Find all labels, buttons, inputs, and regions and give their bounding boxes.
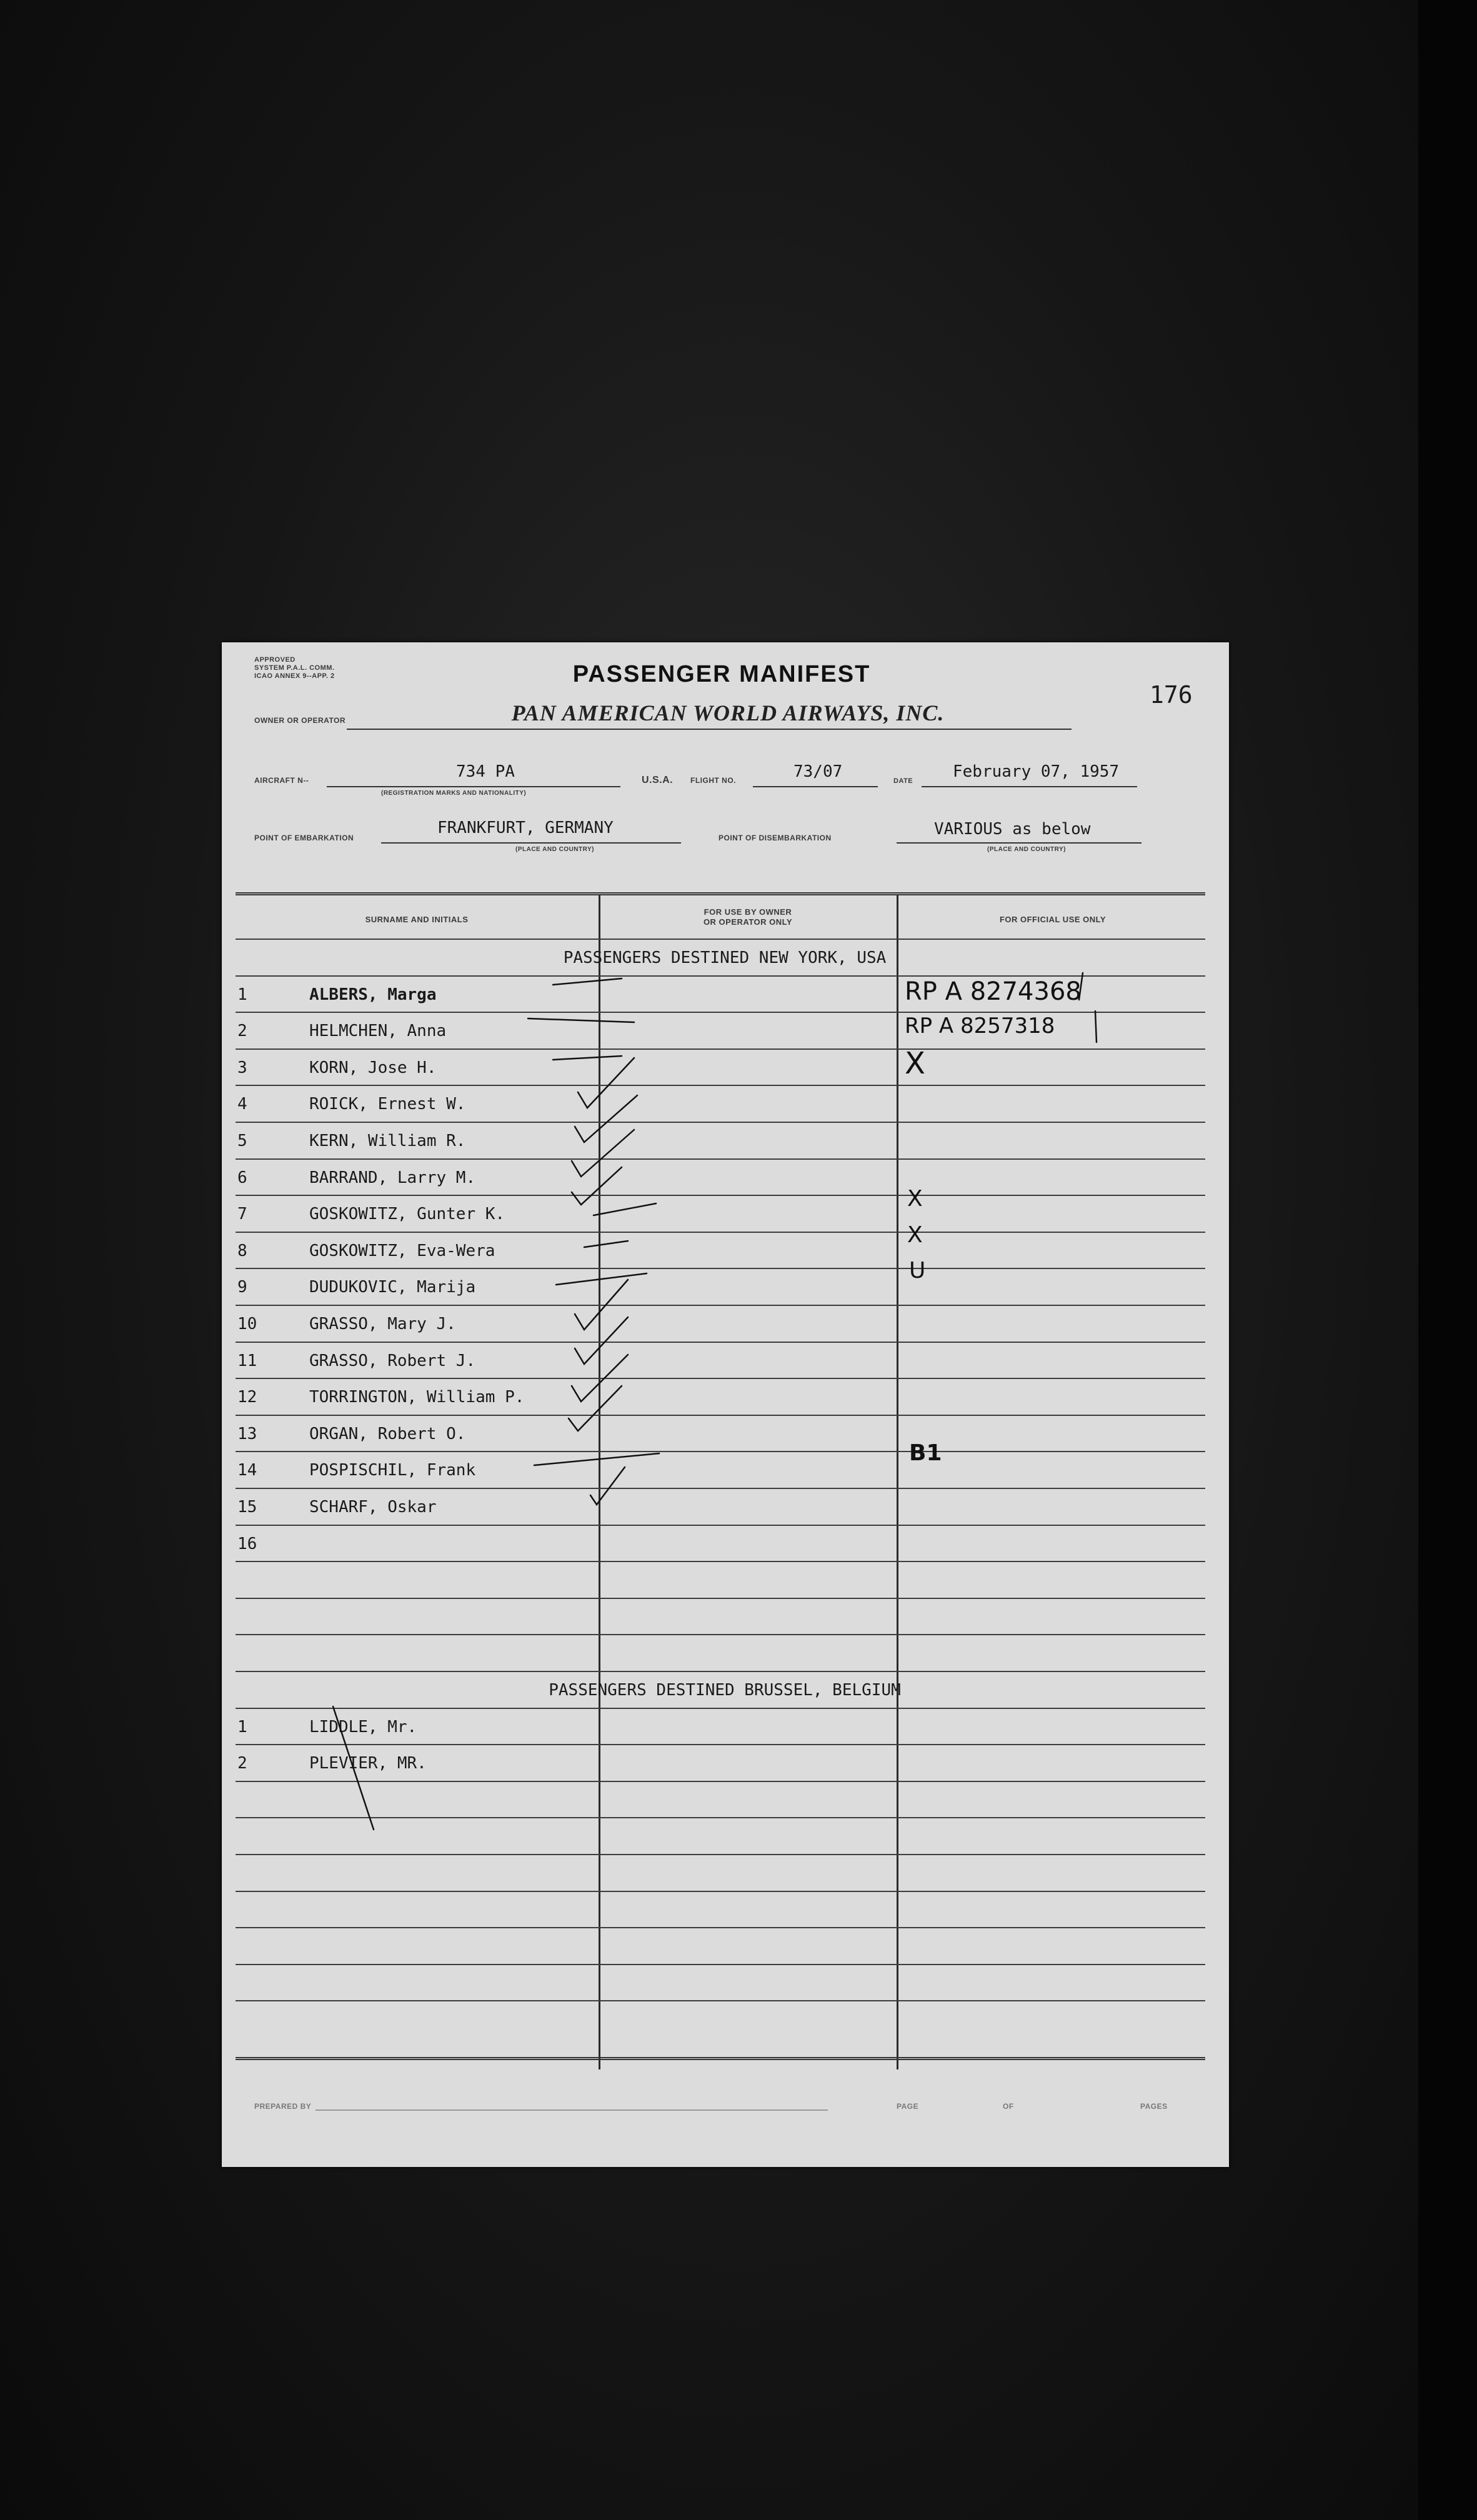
row-number: 8 — [237, 1241, 247, 1260]
official-entry: X — [907, 1222, 923, 1248]
embark-value: FRANKFURT, GERMANY — [437, 819, 614, 837]
passenger-name: GRASSO, Mary J. — [309, 1315, 456, 1333]
owner-label: OWNER OR OPERATOR — [254, 716, 346, 725]
disembark-label: POINT OF DISEMBARKATION — [719, 834, 832, 842]
row-number: 2 — [237, 1022, 247, 1041]
passenger-name: ROICK, Ernest W. — [309, 1095, 466, 1114]
column-header-owner-line: FOR USE BY OWNER — [704, 907, 792, 917]
row-number: 2 — [237, 1754, 247, 1773]
official-entry: RP A 8257318 — [905, 1013, 1055, 1038]
pen-stroke — [584, 1241, 628, 1247]
passenger-name: TORRINGTON, William P. — [309, 1388, 525, 1407]
flight-label: FLIGHT NO. — [690, 776, 736, 785]
official-entry: RP A 8274368 — [905, 977, 1082, 1006]
flight-value: 73/07 — [793, 762, 843, 781]
passenger-name: HELMCHEN, Anna — [309, 1022, 447, 1041]
section-heading: PASSENGERS DESTINED BRUSSEL, BELGIUM — [549, 1681, 901, 1700]
pen-stroke — [528, 1018, 634, 1022]
country-value: U.S.A. — [642, 775, 674, 785]
check-mark — [590, 1467, 625, 1505]
check-mark — [572, 1355, 628, 1402]
row-number: 5 — [237, 1132, 247, 1150]
section-heading: PASSENGERS DESTINED NEW YORK, USA — [563, 949, 887, 967]
row-number: 3 — [237, 1058, 247, 1077]
form-title: PASSENGER MANIFEST — [572, 661, 871, 687]
footer-page-label: PAGE — [897, 2102, 919, 2111]
row-number: 12 — [237, 1388, 257, 1407]
row-number: 1 — [237, 985, 247, 1004]
pen-stroke — [556, 1273, 647, 1285]
footer-prepared-label: PREPARED BY — [254, 2102, 312, 2111]
footer-of-label: OF — [1003, 2102, 1014, 2111]
official-entry: X — [905, 1046, 925, 1081]
operator-name: PAN AMERICAN WORLD AIRWAYS, INC. — [511, 700, 945, 725]
passenger-name: POSPISCHIL, Frank — [309, 1461, 476, 1480]
pen-stroke — [553, 1056, 622, 1060]
passenger-name: LIDDLE, Mr. — [309, 1717, 417, 1736]
pen-marks — [222, 642, 1229, 2167]
check-mark — [575, 1317, 628, 1364]
passenger-name: BARRAND, Larry M. — [309, 1168, 476, 1187]
disembark-value: VARIOUS as below — [934, 820, 1091, 839]
approval-line: SYSTEM P.A.L. COMM. — [254, 664, 335, 672]
disembark-sub: (PLACE AND COUNTRY) — [987, 846, 1066, 853]
pen-stroke — [534, 1453, 659, 1465]
date-label: DATE — [893, 777, 913, 785]
aircraft-label: AIRCRAFT N-- — [254, 776, 309, 785]
page-number: 176 — [1150, 681, 1193, 709]
pen-stroke — [594, 1203, 656, 1215]
embark-label: POINT OF EMBARKATION — [254, 834, 354, 842]
aircraft-sub: (REGISTRATION MARKS AND NATIONALITY) — [381, 790, 527, 797]
row-number: 13 — [237, 1424, 257, 1443]
check-mark — [578, 1058, 634, 1108]
passenger-name: SCHARF, Oskar — [309, 1498, 437, 1516]
embark-sub: (PLACE AND COUNTRY) — [515, 846, 594, 853]
official-entry: B1 — [909, 1440, 942, 1466]
column-header-owner-line: OR OPERATOR ONLY — [703, 917, 793, 927]
column-header-official: FOR OFFICIAL USE ONLY — [999, 915, 1107, 924]
passenger-name: DUDUKOVIC, Marija — [309, 1278, 476, 1297]
check-mark — [575, 1280, 628, 1330]
row-number: 1 — [237, 1717, 247, 1736]
pen-stroke — [553, 979, 622, 985]
passenger-name: ORGAN, Robert O. — [309, 1424, 466, 1443]
passenger-name: KERN, William R. — [309, 1132, 466, 1150]
passenger-name: GOSKOWITZ, Gunter K. — [309, 1205, 505, 1224]
pen-stroke — [1095, 1011, 1097, 1042]
passenger-name: GOSKOWITZ, Eva-Wera — [309, 1241, 495, 1260]
date-value: February 07, 1957 — [953, 762, 1120, 781]
passenger-name: GRASSO, Robert J. — [309, 1351, 476, 1370]
row-number: 16 — [237, 1534, 257, 1553]
passenger-name: ALBERS, Marga — [309, 985, 437, 1004]
scan-edge — [1418, 0, 1477, 2520]
approval-line: ICAO ANNEX 9--APP. 2 — [254, 672, 335, 680]
footer-pages-label: PAGES — [1140, 2102, 1168, 2111]
official-entry: U — [909, 1258, 926, 1283]
row-number: 6 — [237, 1168, 247, 1187]
pen-stroke — [333, 1706, 374, 1830]
passenger-name: PLEVIER, MR. — [309, 1754, 427, 1773]
row-number: 4 — [237, 1095, 247, 1114]
column-header-surname: SURNAME AND INITIALS — [365, 915, 469, 924]
official-entry: X — [907, 1186, 923, 1212]
row-number: 15 — [237, 1498, 257, 1516]
row-number: 7 — [237, 1205, 247, 1224]
approval-line: APPROVED — [254, 656, 296, 664]
row-number: 9 — [237, 1278, 247, 1297]
manifest-page — [222, 642, 1229, 2167]
row-number: 10 — [237, 1315, 257, 1333]
row-number: 11 — [237, 1351, 257, 1370]
aircraft-value: 734 PA — [456, 762, 515, 781]
row-number: 14 — [237, 1461, 257, 1480]
passenger-name: KORN, Jose H. — [309, 1058, 437, 1077]
